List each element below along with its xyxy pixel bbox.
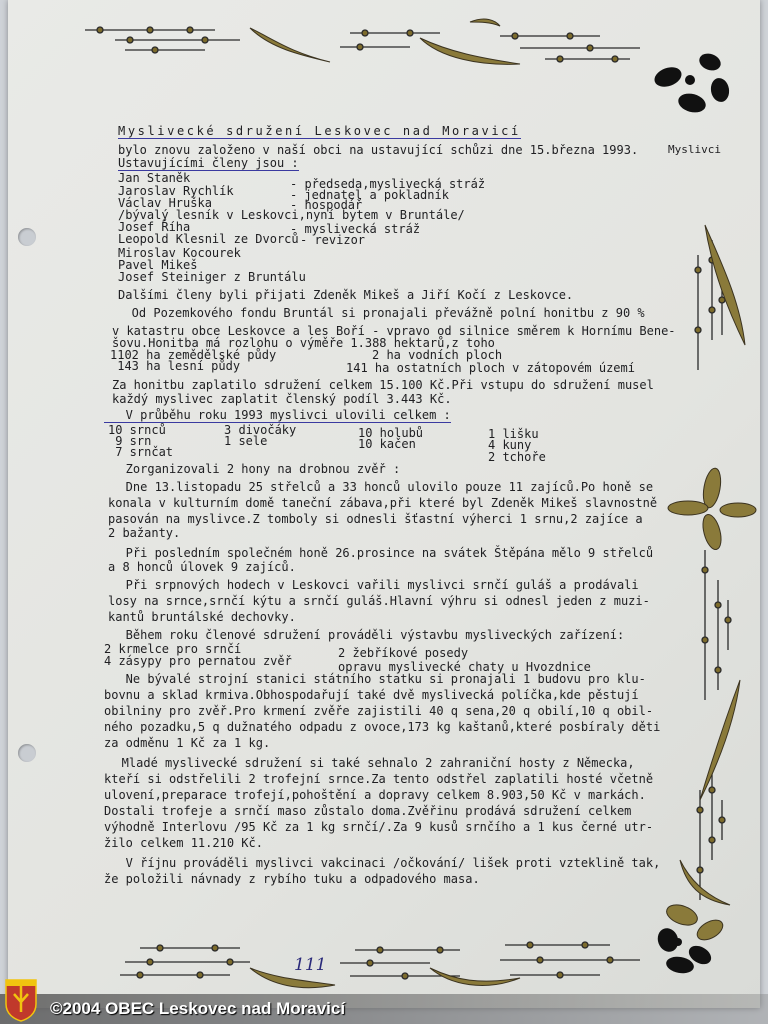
- facility-right: opravu myslivecké chaty u Hvozdnice: [338, 660, 591, 674]
- member-name: Jaroslav Rychlík: [118, 184, 234, 198]
- text-line: ného pozadku,5 q dužnatého odpadu z ovoce,173 kg kaštanů,které posbíraly děti: [104, 720, 661, 734]
- area-right: 2 ha vodních ploch: [372, 348, 503, 362]
- area-right: 141 ha ostatních ploch v zátopovém území: [346, 361, 635, 375]
- village-coat-of-arms-icon: [4, 978, 38, 1022]
- catch-item: 1 sele: [224, 434, 268, 448]
- member-role: - myslivecká stráž: [290, 222, 421, 236]
- catch-item: 9 srn: [108, 434, 152, 448]
- text-line: Od Pozemkového fondu Bruntál si pronajali převážně polní honitbu z 90 %: [110, 306, 645, 320]
- text-line: kantů bruntálské dechovky.: [108, 610, 296, 624]
- text-line: Při posledním společném honě 26.prosince na svátek Štěpána mělo 9 střelců: [104, 546, 654, 560]
- text-line: Za honitbu zaplatilo sdružení celkem 15.100 Kč.Při vstupu do sdružení musel: [112, 378, 654, 392]
- catch-item: 7 srnčat: [108, 445, 174, 459]
- member-role: - hospodář: [290, 198, 363, 212]
- copyright-footer: [0, 994, 768, 1024]
- text-line: v katastru obce Leskovce a les Boří - vpravo od silnice směrem k Hornímu Bene-: [112, 324, 676, 338]
- text-line: 2 bažanty.: [108, 526, 181, 540]
- text-line: Během roku členové sdružení prováděli výstavbu mysliveckých zařízení:: [104, 628, 625, 642]
- text-line: losy na srnce,srnčí kýtu a srnčí guláš.Hlavní výhru si odnesl jeden z muzi-: [108, 594, 650, 608]
- text-line: konala v kulturním domě taneční zábava,při které byl Zdeněk Mikeš slavnostně: [108, 496, 658, 510]
- member-name: Jan Staněk: [118, 171, 191, 185]
- facility-right: 2 žebříkové posedy: [338, 646, 469, 660]
- member-name: Miroslav Kocourek: [118, 246, 241, 260]
- text-line: za odměnu 1 Kč za 1 kg.: [104, 736, 271, 750]
- member-name: Josef Steiniger z Bruntálu: [118, 270, 306, 284]
- document-heading: Myslivecké sdružení Leskovec nad Moravicí: [118, 124, 521, 138]
- copyright-text: ©2004 OBEC Leskovec nad Moravicí: [50, 999, 346, 1018]
- text-line: šovu.Honitba má rozlohu o výměře 1.388 hektarů,z toho: [112, 336, 495, 350]
- catch-item: 10 kačen: [358, 437, 416, 451]
- text-line: pasován na myslivce.Z tomboly si odnesli šťastní výherci 1 srnu,2 zajíce a: [108, 512, 643, 526]
- text-line: Při srpnových hodech v Leskovci vařili myslivci srnčí guláš a prodávali: [104, 578, 639, 592]
- member-name: Václav Hruška: [118, 196, 212, 210]
- text-line: Dalšími členy byli přijati Zdeněk Mikeš a Jiří Kočí z Leskovce.: [118, 288, 574, 302]
- facility-left: 4 zásypy pro pernatou zvěř: [104, 654, 292, 668]
- member-name: Pavel Mikeš: [118, 258, 198, 272]
- area-left: 143 ha lesní půdy: [110, 359, 241, 373]
- text-line: Mladé myslivecké sdružení si také sehnalo 2 zahraniční hosty z Německa,: [100, 756, 635, 770]
- member-role: - předseda,myslivecká stráž: [290, 177, 486, 191]
- text-line: obilniny pro zvěř.Pro krmení zvěře zajistili 40 q sena,20 q obilí,10 q obil-: [104, 704, 654, 718]
- catch-item: 3 divočáky: [224, 423, 297, 437]
- text-line: bylo znovu založeno v naší obci na ustavující schůzi dne 15.března 1993.: [118, 143, 639, 157]
- catch-item: 1 lišku: [488, 427, 539, 441]
- text-line: kteří si odstřelili 2 trofejní srnce.Za tento odstřel zaplatili hosté včetně: [104, 772, 654, 786]
- text-line: Ustavujícími členy jsou :: [118, 156, 299, 170]
- page-number: 111: [294, 955, 327, 975]
- text-line: Zorganizovali 2 hony na drobnou zvěř :: [104, 462, 401, 476]
- member-role: - jednatel a pokladník: [290, 188, 449, 202]
- text-line: a 8 honců úlovek 9 zajíců.: [108, 560, 296, 574]
- area-left: 1102 ha zemědělské půdy: [110, 348, 277, 362]
- text-line: žilo celkem 11.210 Kč.: [104, 836, 263, 850]
- text-line: Dostali trofeje a srnčí maso zůstalo doma.Zvěřinu prodává sdružení celkem: [104, 804, 632, 818]
- text-line: každý myslivec zaplatit členský podíl 3.443 Kč.: [112, 392, 452, 406]
- text-line: ulovení,preparace trofejí,pohoštění a dopravy celkem 8.903,50 Kč v markách.: [104, 788, 646, 802]
- text-line: bovnu a sklad krmiva.Obhospodařují také dvě myslivecká políčka,kde pěstují: [104, 688, 639, 702]
- member-role: - revizor: [300, 233, 366, 247]
- text-line: výhodně Interlovu /95 Kč za 1 kg srnčí/.Za 9 kusů srnčího a 1 kus černé utr-: [104, 820, 654, 834]
- text-line: Ne bývalé strojní stanici státního statku si pronajali 1 budovu pro klu-: [104, 672, 646, 686]
- catch-item: 10 holubů: [358, 426, 424, 440]
- catch-item: 4 kuny: [488, 438, 532, 452]
- member-name: Josef Říha: [118, 220, 191, 234]
- catch-item: 10 srnců: [108, 423, 166, 437]
- catch-item: 2 tchoře: [488, 450, 546, 464]
- facility-left: 2 krmelce pro srnčí: [104, 642, 242, 656]
- member-name: Leopold Klesnil ze Dvorců: [118, 232, 299, 246]
- text-line: Dne 13.listopadu 25 střelců a 33 honců ulovilo pouze 11 zajíců.Po honě se: [104, 480, 654, 494]
- text-line: že položili návnady z rybího tuku a odpadového masa.: [104, 872, 480, 886]
- member-note: /bývalý lesník v Leskovci,nyní bytem v Bruntále/: [118, 208, 465, 222]
- text-line: V průběhu roku 1993 myslivci ulovili celkem :: [104, 408, 451, 422]
- margin-note: Myslivci: [668, 143, 721, 156]
- text-line: V říjnu prováděli myslivci vakcinaci /očkování/ lišek proti vzteklině tak,: [104, 856, 661, 870]
